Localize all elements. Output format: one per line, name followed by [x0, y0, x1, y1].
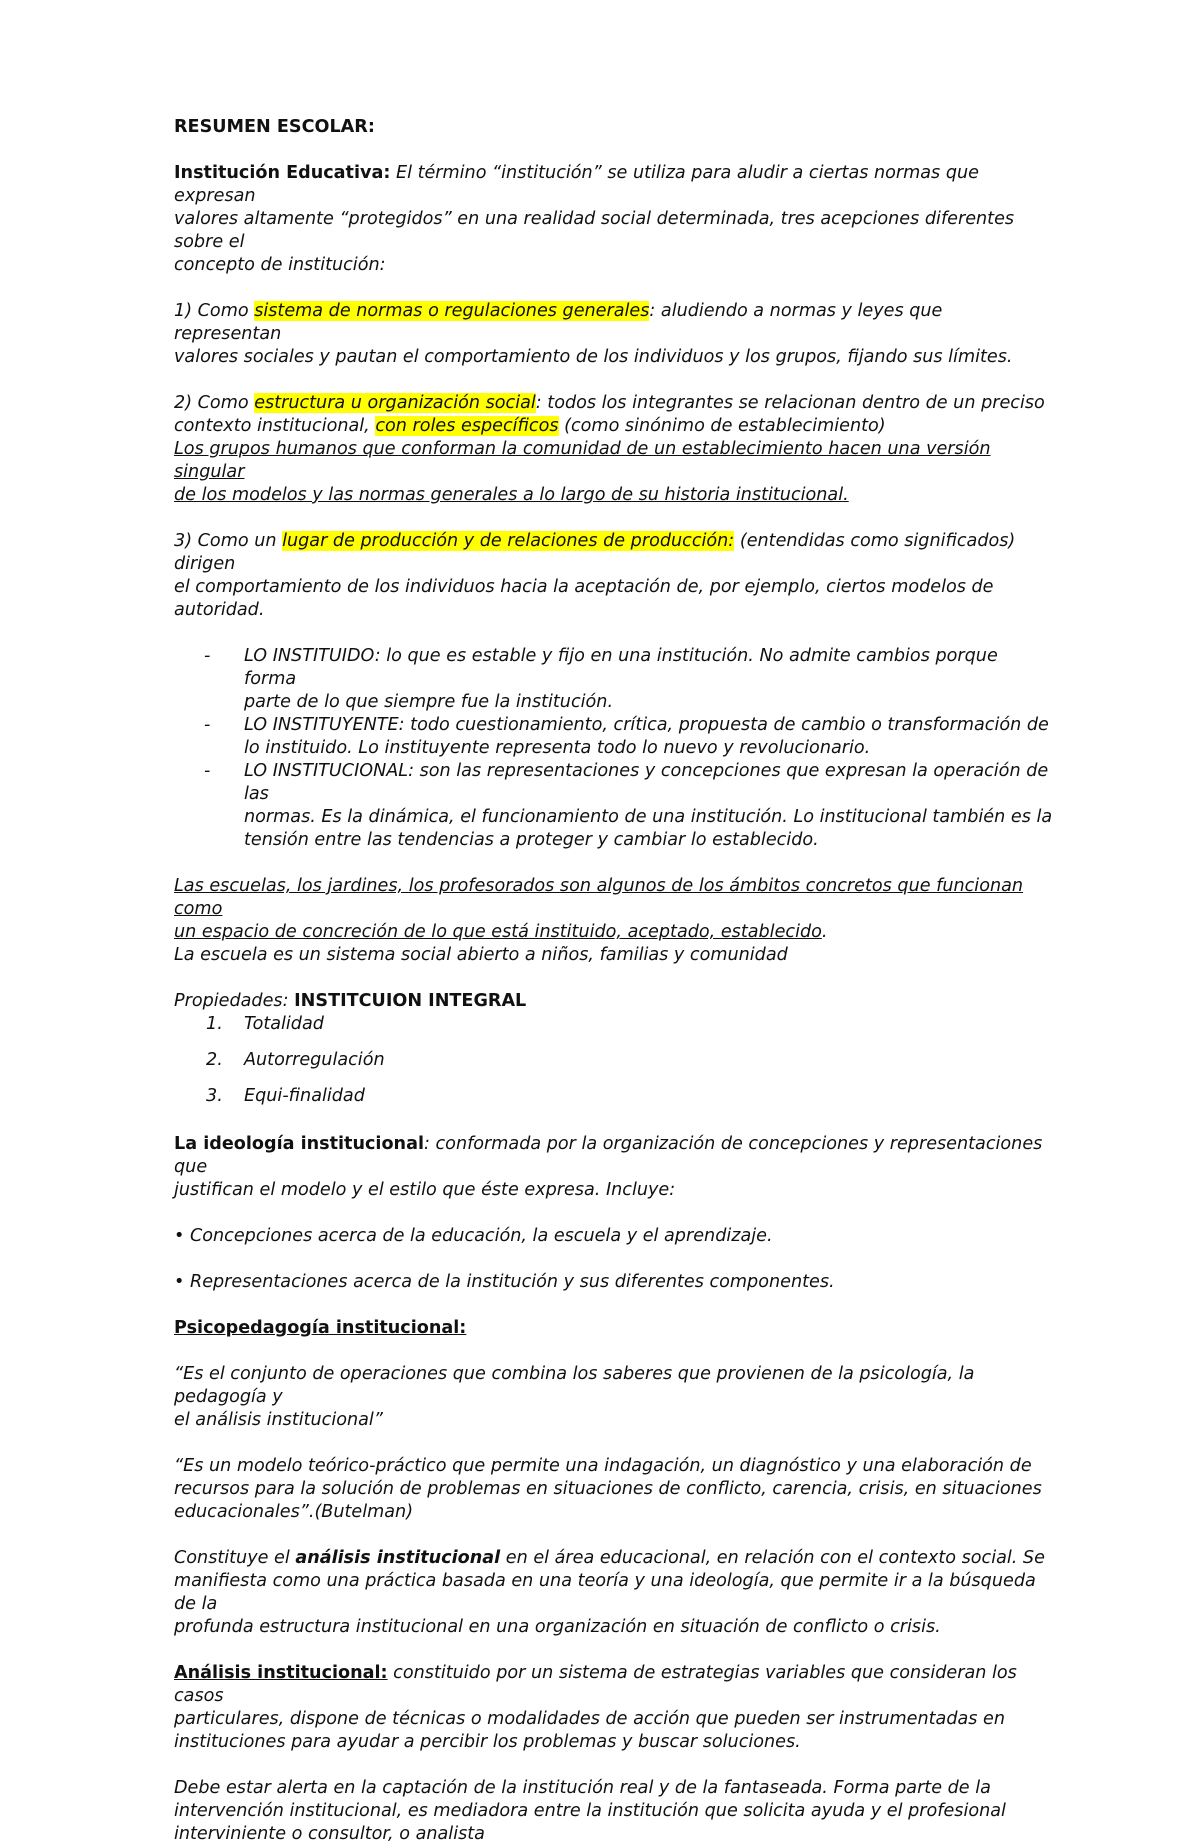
acepcion-3-rest: (entendidas como significados) dirigen — [174, 531, 1016, 574]
list-number: 1. — [206, 1014, 223, 1034]
acepcion-1-line-2: valores sociales y pautan el comportamiento de los individuos y los grupos, fijando sus límites. — [174, 347, 1013, 367]
acepcion-3-highlight: lugar de producción y de relaciones de producción: — [282, 531, 735, 551]
escuelas-line-2 — [174, 921, 1054, 944]
escuelas-underlined-1: Las escuelas, los jardines, los profesorados son algunos de los ámbitos concretos que funcionan como — [174, 876, 1024, 919]
inst-edu-text-3: concepto de institución: — [174, 255, 386, 275]
acepcion-2-rest: : todos los integrantes se relacionan dentro de un preciso — [535, 393, 1045, 413]
list-item — [174, 714, 1054, 760]
psico-quote-1-line-1: “Es el conjunto de operaciones que combina los saberes que provienen de la psicología, la pedagogía y — [174, 1364, 975, 1407]
list-item-line: tensión entre las tendencias a proteger y cambiar lo establecido. — [244, 830, 819, 850]
list-item-text: Autorregulación — [244, 1050, 385, 1070]
dash-bullet: - — [204, 761, 211, 781]
acepcion-2-underlined-1: Los grupos humanos que conforman la comunidad de un establecimiento hacen una versión singular — [174, 439, 991, 482]
list-item — [174, 645, 1054, 714]
analisis-heading: Análisis institucional: — [174, 1663, 388, 1683]
analisis-text-3: instituciones para ayudar a percibir los problemas y buscar soluciones. — [174, 1732, 801, 1752]
list-item-text: Equi-finalidad — [244, 1086, 365, 1106]
acepcion-1-prefix: 1) Como — [174, 301, 255, 321]
list-item — [174, 1085, 1054, 1121]
ideologia-bullet-1: • Concepciones acerca de la educación, la escuela y el aprendizaje. — [174, 1226, 773, 1246]
acepcion-2-highlight: estructura u organización social — [254, 393, 536, 413]
psico-quote-2-line-1: “Es un modelo teórico-práctico que permite una indagación, un diagnóstico y una elaboración de — [174, 1456, 1032, 1476]
list-item-text: Totalidad — [244, 1014, 324, 1034]
propiedades-line — [174, 990, 1054, 1013]
constituye-pre: Constituye el — [174, 1548, 296, 1568]
list-item-line: LO INSTITUCIONAL: son las representaciones y concepciones que expresan la operación de las — [244, 761, 1049, 804]
acepcion-3 — [174, 530, 1054, 576]
constituye-line-2: manifiesta como una práctica basada en una teoría y una ideología, que permite ir a la búsqueda de la — [174, 1571, 1036, 1614]
analisis-paragraph — [174, 1662, 1054, 1708]
propiedades-label: Propiedades: — [174, 991, 295, 1011]
list-item-line: parte de lo que siempre fue la institución. — [244, 692, 614, 712]
escuelas-line-3: La escuela es un sistema social abierto a niños, familias y comunidad — [174, 945, 788, 965]
constituye-bold: análisis institucional — [295, 1548, 501, 1568]
psicopedagogia-heading: Psicopedagogía institucional: — [174, 1318, 467, 1338]
escuelas-period: . — [821, 922, 828, 942]
escuelas-underlined-2: un espacio de concreción de lo que está instituido, aceptado, establecido — [174, 922, 822, 942]
list-item — [174, 1013, 1054, 1049]
ideologia-heading: La ideología institucional — [174, 1134, 424, 1154]
psico-quote-2-line-3: educacionales”.(Butelman) — [174, 1502, 414, 1522]
institucion-educativa-heading: Institución Educativa: — [174, 163, 391, 183]
acepcion-2-line-2-highlight: con roles específicos — [375, 416, 559, 436]
acepcion-1-rest: : aludiendo a normas y leyes que representan — [174, 301, 943, 344]
document-body — [174, 116, 1054, 1846]
propiedades-heading: INSTITCUION INTEGRAL — [294, 991, 527, 1011]
list-item-line: normas. Es la dinámica, el funcionamiento de una institución. Lo institucional también es la — [244, 807, 1053, 827]
acepcion-3-prefix: 3) Como un — [174, 531, 283, 551]
list-number: 2. — [206, 1050, 223, 1070]
psico-quote-2-line-2: recursos para la solución de problemas en situaciones de conflicto, carencia, crisis, en situaciones — [174, 1479, 1042, 1499]
dash-bullet: - — [204, 646, 211, 666]
acepcion-1 — [174, 300, 1054, 346]
ideologia-paragraph — [174, 1133, 1054, 1179]
ideologia-bullet-2: • Representaciones acerca de la institución y sus diferentes componentes. — [174, 1272, 835, 1292]
debe-line-1: Debe estar alerta en la captación de la institución real y de la fantaseada. Forma parte de la — [174, 1778, 991, 1798]
psico-quote-1-line-2: el análisis institucional” — [174, 1410, 383, 1430]
debe-line-3: interviniente o consultor, o analista — [174, 1824, 485, 1844]
acepcion-2-underlined-2: de los modelos y las normas generales a lo largo de su historia institucional. — [174, 485, 849, 505]
propiedades-list — [174, 1013, 1054, 1121]
list-number: 3. — [206, 1086, 223, 1106]
acepcion-2-line-2 — [174, 415, 1054, 438]
inst-edu-text-1: El término “institución” se utiliza para aludir a ciertas normas que expresan — [174, 163, 979, 206]
constituye-post: en el área educacional, en relación con el contexto social. Se — [500, 1548, 1045, 1568]
ideologia-text-1: : conformada por la organización de concepciones y representaciones que — [174, 1134, 1043, 1177]
instituido-list — [174, 645, 1054, 852]
acepcion-1-highlight: sistema de normas o regulaciones generales — [254, 301, 650, 321]
acepcion-2-line-2-pre: contexto institucional, — [174, 416, 376, 436]
acepcion-2-line-2-post: (como sinónimo de establecimiento) — [558, 416, 886, 436]
list-item-line: lo instituido. Lo instituyente representa todo lo nuevo y revolucionario. — [244, 738, 871, 758]
dash-bullet: - — [204, 715, 211, 735]
analisis-text-1: constituido por un sistema de estrategias variables que consideran los casos — [174, 1663, 1017, 1706]
acepcion-2 — [174, 392, 1054, 415]
ideologia-text-2: justifican el modelo y el estilo que éste expresa. Incluye: — [174, 1180, 676, 1200]
list-item — [174, 1049, 1054, 1085]
constituye-line-3: profunda estructura institucional en una organización en situación de conflicto o crisis. — [174, 1617, 941, 1637]
acepcion-2-prefix: 2) Como — [174, 393, 255, 413]
acepcion-3-line-2: el comportamiento de los individuos hacia la aceptación de, por ejemplo, ciertos modelos de autoridad. — [174, 577, 994, 620]
debe-line-2: intervención institucional, es mediadora entre la institución que solicita ayuda y el profesional — [174, 1801, 1006, 1821]
institucion-educativa-paragraph — [174, 162, 1054, 208]
page-title: RESUMEN ESCOLAR: — [174, 117, 375, 137]
list-item-line: LO INSTITUIDO: lo que es estable y fijo en una institución. No admite cambios porque forma — [244, 646, 998, 689]
analisis-text-2: particulares, dispone de técnicas o modalidades de acción que pueden ser instrumentadas en — [174, 1709, 1006, 1729]
list-item-line: LO INSTITUYENTE: todo cuestionamiento, crítica, propuesta de cambio o transformación de — [244, 715, 1049, 735]
constituye-line-1 — [174, 1547, 1054, 1570]
list-item — [174, 760, 1054, 852]
inst-edu-text-2: valores altamente “protegidos” en una realidad social determinada, tres acepciones diferentes sobre el — [174, 209, 1015, 252]
